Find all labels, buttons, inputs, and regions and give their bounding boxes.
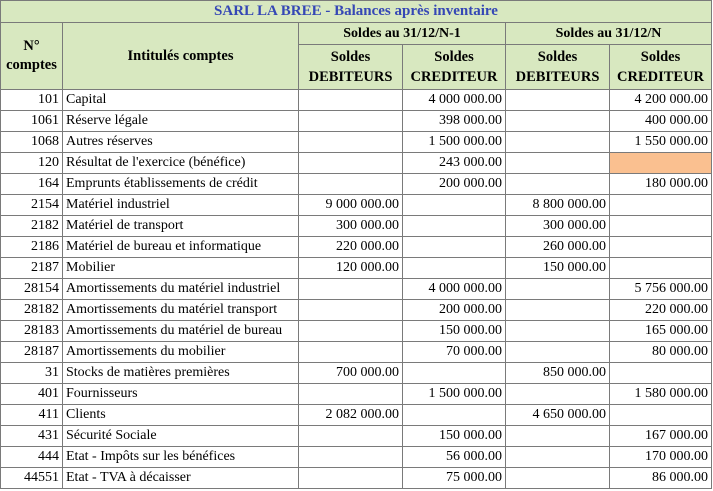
table-row bbox=[1, 111, 712, 132]
table-row bbox=[1, 384, 712, 405]
debit-prev-cell[interactable]: 120 000.00 bbox=[299, 258, 403, 279]
account-number-cell[interactable]: 431 bbox=[1, 426, 63, 447]
header-num-line1: N° bbox=[23, 38, 40, 54]
credit-curr-cell[interactable] bbox=[610, 237, 712, 258]
debit-curr-cell[interactable]: 300 000.00 bbox=[506, 216, 610, 237]
debit-curr-cell[interactable] bbox=[506, 279, 610, 300]
credit-curr-cell[interactable]: 80 000.00 bbox=[610, 342, 712, 363]
debit-curr-cell[interactable] bbox=[506, 153, 610, 174]
account-name-cell[interactable]: Matériel de bureau et informatique bbox=[63, 237, 299, 258]
account-number-cell[interactable]: 28187 bbox=[1, 342, 63, 363]
account-number-cell[interactable]: 411 bbox=[1, 405, 63, 426]
header-credit-curr: Soldes CREDITEUR bbox=[610, 45, 712, 90]
debit-prev-cell[interactable] bbox=[299, 111, 403, 132]
debit-curr-cell[interactable] bbox=[506, 90, 610, 111]
credit-curr-cell[interactable] bbox=[610, 258, 712, 279]
account-name-cell[interactable]: Emprunts établissements de crédit bbox=[63, 174, 299, 195]
account-number-cell[interactable]: 101 bbox=[1, 90, 63, 111]
account-number-cell[interactable]: 1068 bbox=[1, 132, 63, 153]
credit-curr-cell[interactable]: 170 000.00 bbox=[610, 447, 712, 468]
table-row bbox=[1, 174, 712, 195]
credit-prev-cell[interactable] bbox=[403, 237, 506, 258]
account-name-cell[interactable]: Matériel de transport bbox=[63, 216, 299, 237]
account-number-cell[interactable]: 444 bbox=[1, 447, 63, 468]
account-name-cell[interactable]: Mobilier bbox=[63, 258, 299, 279]
debit-curr-cell[interactable] bbox=[506, 342, 610, 363]
debit-curr-cell[interactable] bbox=[506, 447, 610, 468]
debit-prev-cell[interactable]: 2 082 000.00 bbox=[299, 405, 403, 426]
debit-prev-cell[interactable] bbox=[299, 384, 403, 405]
debit-prev-cell[interactable]: 9 000 000.00 bbox=[299, 195, 403, 216]
credit-curr-cell[interactable]: 220 000.00 bbox=[610, 300, 712, 321]
table-row bbox=[1, 405, 712, 426]
credit-curr-cell[interactable]: 180 000.00 bbox=[610, 174, 712, 195]
credit-prev-cell[interactable]: 243 000.00 bbox=[403, 153, 506, 174]
account-number-cell[interactable]: 44551 bbox=[1, 468, 63, 489]
credit-prev-cell[interactable]: 4 000 000.00 bbox=[403, 279, 506, 300]
account-number-cell[interactable]: 164 bbox=[1, 174, 63, 195]
debit-prev-cell[interactable] bbox=[299, 300, 403, 321]
credit-prev-cell[interactable] bbox=[403, 195, 506, 216]
credit-curr-cell[interactable]: 86 000.00 bbox=[610, 468, 712, 489]
table-row bbox=[1, 279, 712, 300]
debit-curr-cell[interactable] bbox=[506, 300, 610, 321]
table-row bbox=[1, 321, 712, 342]
table-row bbox=[1, 468, 712, 489]
debit-prev-cell[interactable] bbox=[299, 132, 403, 153]
account-name-cell[interactable]: Amortissements du matériel de bureau bbox=[63, 321, 299, 342]
debit-curr-cell[interactable] bbox=[506, 174, 610, 195]
table-row bbox=[1, 447, 712, 468]
account-name-cell[interactable]: Capital bbox=[63, 90, 299, 111]
debit-prev-cell[interactable] bbox=[299, 279, 403, 300]
debit-prev-cell[interactable] bbox=[299, 90, 403, 111]
header-account-name: Intitulés comptes bbox=[63, 23, 299, 90]
account-number-cell[interactable]: 1061 bbox=[1, 111, 63, 132]
debit-prev-cell[interactable] bbox=[299, 174, 403, 195]
debit-curr-cell[interactable]: 260 000.00 bbox=[506, 237, 610, 258]
debit-prev-cell[interactable] bbox=[299, 426, 403, 447]
debit-curr-cell[interactable] bbox=[506, 132, 610, 153]
debit-prev-cell[interactable]: 220 000.00 bbox=[299, 237, 403, 258]
account-name-cell[interactable]: Résultat de l'exercice (bénéfice) bbox=[63, 153, 299, 174]
account-number-cell[interactable]: 401 bbox=[1, 384, 63, 405]
account-number-cell[interactable]: 2182 bbox=[1, 216, 63, 237]
account-name-cell[interactable]: Amortissements du matériel industriel bbox=[63, 279, 299, 300]
credit-curr-cell-highlighted[interactable] bbox=[610, 153, 712, 174]
account-number-cell[interactable]: 120 bbox=[1, 153, 63, 174]
credit-prev-cell[interactable]: 200 000.00 bbox=[403, 174, 506, 195]
credit-prev-cell[interactable]: 70 000.00 bbox=[403, 342, 506, 363]
debit-prev-cell[interactable]: 700 000.00 bbox=[299, 363, 403, 384]
credit-prev-cell[interactable]: 56 000.00 bbox=[403, 447, 506, 468]
debit-curr-cell[interactable] bbox=[506, 321, 610, 342]
account-number-cell[interactable]: 28182 bbox=[1, 300, 63, 321]
debit-prev-cell[interactable] bbox=[299, 468, 403, 489]
debit-curr-cell[interactable] bbox=[506, 426, 610, 447]
header-period-prev: Soldes au 31/12/N-1 bbox=[299, 23, 506, 45]
credit-curr-cell[interactable] bbox=[610, 195, 712, 216]
table-row bbox=[1, 195, 712, 216]
account-number-cell[interactable]: 2154 bbox=[1, 195, 63, 216]
credit-prev-cell[interactable] bbox=[403, 405, 506, 426]
table-row bbox=[1, 258, 712, 279]
debit-curr-cell[interactable]: 8 800 000.00 bbox=[506, 195, 610, 216]
debit-prev-cell[interactable] bbox=[299, 342, 403, 363]
balance-rows bbox=[1, 90, 712, 489]
account-number-cell[interactable]: 28154 bbox=[1, 279, 63, 300]
credit-prev-cell[interactable] bbox=[403, 363, 506, 384]
table-row bbox=[1, 300, 712, 321]
table-row bbox=[1, 237, 712, 258]
credit-curr-cell[interactable]: 1 580 000.00 bbox=[610, 384, 712, 405]
table-row bbox=[1, 426, 712, 447]
credit-curr-cell[interactable]: 4 200 000.00 bbox=[610, 90, 712, 111]
account-name-cell[interactable]: Amortissements du matériel transport bbox=[63, 300, 299, 321]
table-row bbox=[1, 216, 712, 237]
account-name-cell[interactable]: Autres réserves bbox=[63, 132, 299, 153]
account-name-cell[interactable]: Fournisseurs bbox=[63, 384, 299, 405]
credit-curr-cell[interactable] bbox=[610, 405, 712, 426]
header-debit-curr: Soldes DEBITEURS bbox=[506, 45, 610, 90]
account-name-cell[interactable]: Matériel industriel bbox=[63, 195, 299, 216]
credit-prev-cell[interactable]: 4 000 000.00 bbox=[403, 90, 506, 111]
sheet-title: SARL LA BREE - Balances après inventaire bbox=[1, 1, 712, 23]
credit-prev-cell[interactable]: 150 000.00 bbox=[403, 426, 506, 447]
credit-prev-cell[interactable] bbox=[403, 258, 506, 279]
debit-prev-cell[interactable] bbox=[299, 153, 403, 174]
account-number-cell[interactable]: 2187 bbox=[1, 258, 63, 279]
credit-curr-cell[interactable] bbox=[610, 363, 712, 384]
credit-curr-cell[interactable]: 5 756 000.00 bbox=[610, 279, 712, 300]
credit-prev-cell[interactable] bbox=[403, 216, 506, 237]
credit-prev-cell[interactable]: 150 000.00 bbox=[403, 321, 506, 342]
debit-curr-cell[interactable]: 850 000.00 bbox=[506, 363, 610, 384]
table-row bbox=[1, 90, 712, 111]
debit-curr-cell[interactable]: 4 650 000.00 bbox=[506, 405, 610, 426]
header-credit-prev: Soldes CREDITEUR bbox=[403, 45, 506, 90]
credit-prev-cell[interactable]: 200 000.00 bbox=[403, 300, 506, 321]
debit-prev-cell[interactable] bbox=[299, 447, 403, 468]
table-row bbox=[1, 342, 712, 363]
credit-curr-cell[interactable]: 167 000.00 bbox=[610, 426, 712, 447]
account-name-cell[interactable]: Réserve légale bbox=[63, 111, 299, 132]
debit-curr-cell[interactable]: 150 000.00 bbox=[506, 258, 610, 279]
account-name-cell[interactable]: Clients bbox=[63, 405, 299, 426]
account-name-cell[interactable]: Amortissements du mobilier bbox=[63, 342, 299, 363]
credit-prev-cell[interactable]: 75 000.00 bbox=[403, 468, 506, 489]
header-account-number bbox=[1, 23, 63, 90]
account-name-cell[interactable]: Etat - TVA à décaisser bbox=[63, 468, 299, 489]
account-name-cell[interactable]: Sécurité Sociale bbox=[63, 426, 299, 447]
account-name-cell[interactable]: Etat - Impôts sur les bénéfices bbox=[63, 447, 299, 468]
debit-prev-cell[interactable] bbox=[299, 321, 403, 342]
debit-curr-cell[interactable] bbox=[506, 468, 610, 489]
credit-prev-cell[interactable]: 1 500 000.00 bbox=[403, 384, 506, 405]
table-row bbox=[1, 363, 712, 384]
credit-prev-cell[interactable]: 1 500 000.00 bbox=[403, 132, 506, 153]
header-debit-prev: Soldes DEBITEURS bbox=[299, 45, 403, 90]
account-name-cell[interactable]: Stocks de matières premières bbox=[63, 363, 299, 384]
header-num-line2: comptes bbox=[6, 57, 57, 73]
credit-curr-cell[interactable]: 400 000.00 bbox=[610, 111, 712, 132]
debit-curr-cell[interactable] bbox=[506, 384, 610, 405]
debit-curr-cell[interactable] bbox=[506, 111, 610, 132]
credit-curr-cell[interactable]: 1 550 000.00 bbox=[610, 132, 712, 153]
account-number-cell[interactable]: 31 bbox=[1, 363, 63, 384]
credit-curr-cell[interactable]: 165 000.00 bbox=[610, 321, 712, 342]
table-row bbox=[1, 132, 712, 153]
credit-curr-cell[interactable] bbox=[610, 216, 712, 237]
debit-prev-cell[interactable]: 300 000.00 bbox=[299, 216, 403, 237]
header-period-curr: Soldes au 31/12/N bbox=[506, 23, 712, 45]
account-number-cell[interactable]: 28183 bbox=[1, 321, 63, 342]
account-number-cell[interactable]: 2186 bbox=[1, 237, 63, 258]
table-row bbox=[1, 153, 712, 174]
credit-prev-cell[interactable]: 398 000.00 bbox=[403, 111, 506, 132]
